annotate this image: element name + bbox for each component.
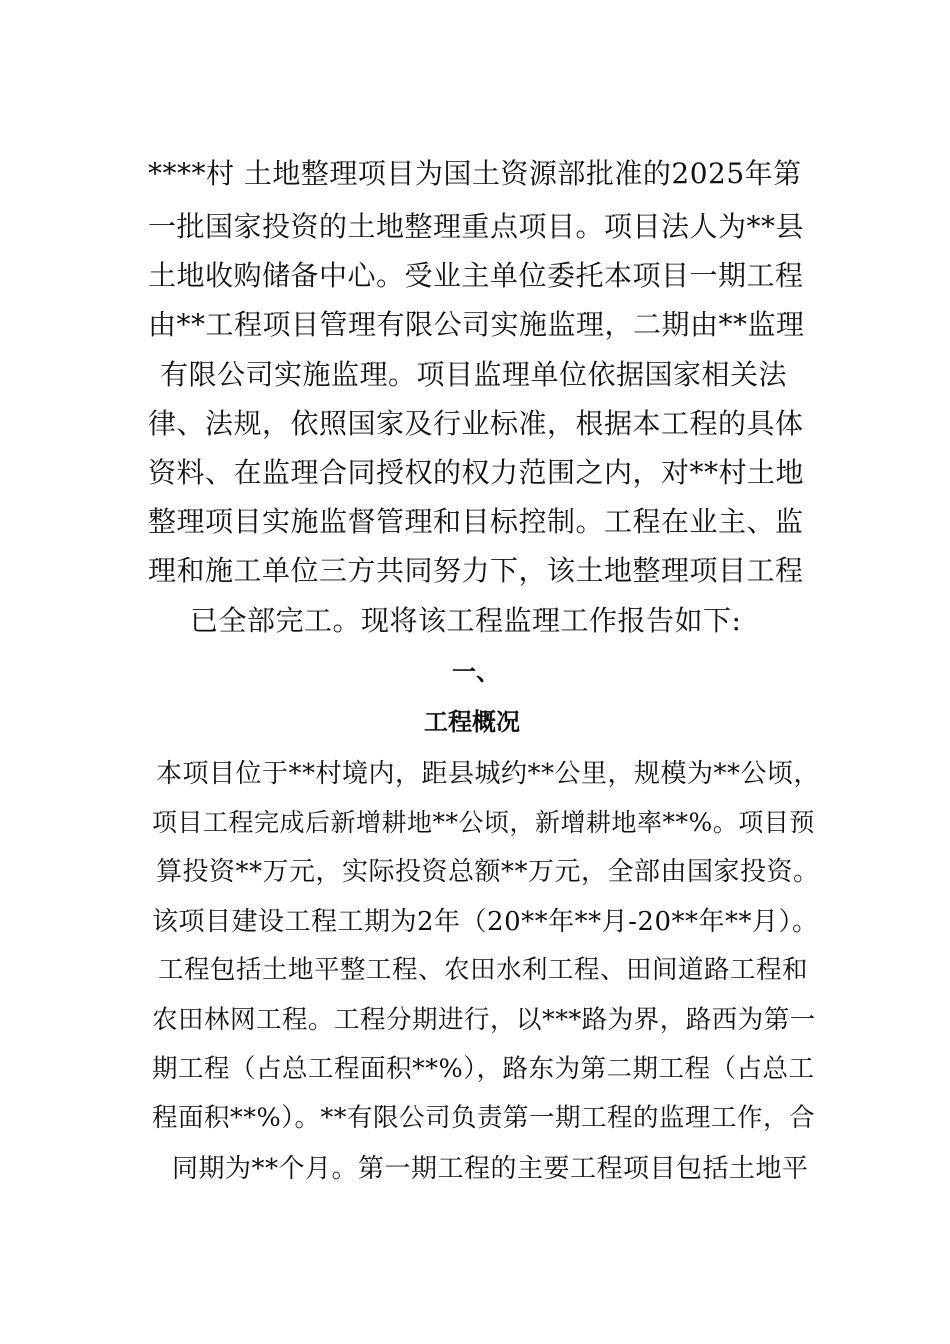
intro-line: 整理项目实施监督管理和目标控制。工程在业主、监 [148,505,804,538]
section-number: 一、 [452,658,500,686]
intro-line: 律、法规，依照国家及行业标准，根据本工程的具体 [148,407,804,440]
intro-line: 理和施工单位三方共同努力下，该土地整理项目工程 [148,554,804,587]
body-line: 程面积**%）。**有限公司负责第一期工程的监理工作，合 [152,1103,815,1133]
body-line: 该项目建设工程工期为2年（20**年**月-20**年**月）。 [152,907,819,937]
body-line: 期工程（占总工程面积**%），路东为第二期工程（占总工 [152,1054,815,1084]
section-title: 工程概况 [424,708,520,736]
intro-line: 一批国家投资的土地整理重点项目。项目法人为**县 [148,210,805,243]
body-line: 农田林网工程。工程分期进行，以***路为界，路西为第一 [152,1005,816,1035]
body-line: 算投资**万元，实际投资总额**万元，全部由国家投资。 [156,857,820,887]
intro-line: 土地收购储备中心。受业主单位委托本项目一期工程 [148,259,804,292]
intro-line: 已全部完工。现将该工程监理工作报告如下: [190,604,742,637]
body-line: 项目工程完成后新增耕地**公顷，新增耕地率**%。项目预 [152,808,815,837]
body-line: 本项目位于**村境内，距县城约**公里，规模为**公顷， [156,759,821,789]
body-line: 工程包括土地平整工程、农田水利工程、田间道路工程和 [158,955,809,985]
intro-line: 资料、在监理合同授权的权力范围之内，对**村土地 [148,456,805,489]
body-line: 同期为**个月。第一期工程的主要工程项目包括土地平 [172,1154,809,1184]
intro-line: 由**工程项目管理有限公司实施监理，二期由**监理 [148,308,805,341]
intro-line: 有限公司实施监理。项目监理单位依据国家相关法 [160,358,788,391]
intro-line: ****村 土地整理项目为国土资源部批准的2025年第 [148,157,802,190]
